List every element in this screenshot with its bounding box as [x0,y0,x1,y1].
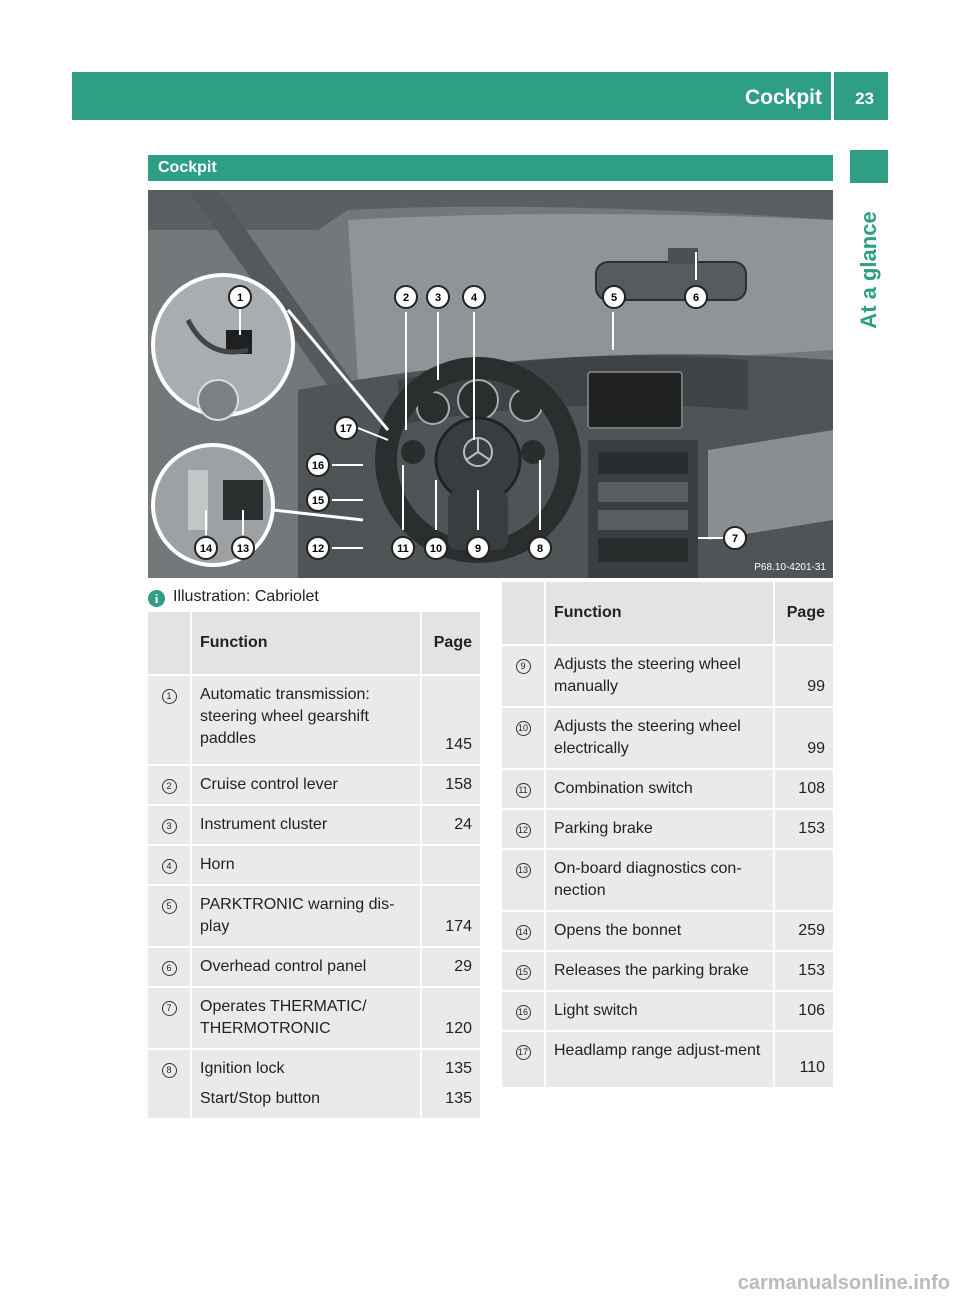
function-text: PARKTRONIC warning dis-play [191,885,421,947]
svg-text:7: 7 [731,533,739,545]
info-icon: i [148,590,165,607]
function-text: Overhead control panel [191,947,421,987]
svg-text:1: 1 [236,292,244,304]
item-number: 5 [162,899,177,914]
side-tab-label: At a glance [856,211,881,329]
function-text: Adjusts the steering wheel manually [545,645,774,707]
item-number: 6 [162,961,177,976]
function-text: Adjusts the steering wheel electrically [545,707,774,769]
table-row [502,849,833,911]
item-number: 1 [162,689,177,704]
page-ref: 135 [421,1088,480,1118]
table-row [148,845,480,885]
svg-text:9: 9 [474,543,482,555]
section-title: Cockpit [158,159,217,176]
callout-7 [724,527,746,549]
function-text: Light switch [545,991,774,1031]
svg-text:2: 2 [402,292,410,304]
callout-9 [467,537,489,559]
callout-12 [307,537,329,559]
function-table-right [502,582,833,1087]
item-number: 17 [516,1045,531,1060]
page-header [72,72,888,120]
page-ref: 29 [421,947,480,987]
page-ref: 158 [421,765,480,805]
function-text: Headlamp range adjust-ment [545,1031,774,1087]
cockpit-drawing [148,190,833,578]
table-row [502,1031,833,1087]
table-row [502,645,833,707]
col-function: Function [545,582,774,645]
callout-13 [232,537,254,559]
col-function: Function [191,612,421,675]
function-text: Start/Stop button [191,1088,421,1118]
table-row [502,951,833,991]
item-number [148,1088,191,1118]
col-number [148,612,191,675]
function-text: Automatic transmission: steering wheel gearshift paddles [191,675,421,765]
svg-text:14: 14 [199,543,213,555]
function-text: Cruise control lever [191,765,421,805]
page-ref: 135 [421,1049,480,1088]
page-ref [421,845,480,885]
page-ref: 24 [421,805,480,845]
page-ref: 99 [774,707,833,769]
item-number: 7 [162,1001,177,1016]
col-number [502,582,545,645]
item-number: 14 [516,925,531,940]
callout-1 [229,286,251,308]
cockpit-illustration [148,190,833,578]
page-ref [774,849,833,911]
illustration-caption [148,588,319,607]
item-number: 12 [516,823,531,838]
page-ref: 99 [774,645,833,707]
svg-text:6: 6 [692,292,700,304]
table-row [148,1049,480,1088]
page-ref: 153 [774,809,833,849]
table-row [148,1088,480,1118]
callout-4 [463,286,485,308]
callout-8 [529,537,551,559]
function-text: Releases the parking brake [545,951,774,991]
table-row [148,947,480,987]
section-header [148,155,833,181]
callout-11 [392,537,414,559]
watermark[interactable]: carmanualsonline.info [737,1272,950,1294]
item-number: 3 [162,819,177,834]
table-row [148,885,480,947]
function-text: Ignition lock [191,1049,421,1088]
page-ref: 110 [774,1031,833,1087]
svg-text:16: 16 [311,460,325,472]
item-number: 11 [516,783,531,798]
function-text: Operates THERMATIC/ THERMOTRONIC [191,987,421,1049]
item-number: 15 [516,965,531,980]
item-number: 16 [516,1005,531,1020]
header-title: Cockpit [744,86,822,109]
svg-text:8: 8 [536,543,544,555]
col-page: Page [421,612,480,675]
table-row [148,765,480,805]
item-number: 13 [516,863,531,878]
table-row [502,769,833,809]
callout-16 [307,454,329,476]
item-number: 2 [162,779,177,794]
page-number: 23 [855,89,874,108]
callout-5 [603,286,625,308]
page-ref: 120 [421,987,480,1049]
side-tab [839,195,899,345]
header-divider [831,72,834,120]
table-row [502,809,833,849]
callout-14 [195,537,217,559]
callout-17 [335,417,357,439]
page-ref: 174 [421,885,480,947]
callout-15 [307,489,329,511]
table-row [148,987,480,1049]
item-number: 9 [516,659,531,674]
page-ref: 259 [774,911,833,951]
col-page: Page [774,582,833,645]
function-table-left [148,612,480,1118]
caption-text: Illustration: Cabriolet [173,588,319,605]
function-text: On-board diagnostics con-nection [545,849,774,911]
item-number: 10 [516,721,531,736]
page-ref: 153 [774,951,833,991]
svg-text:15: 15 [311,495,325,507]
page-ref: 145 [421,675,480,765]
table-row [148,805,480,845]
svg-text:17: 17 [339,423,353,435]
svg-text:4: 4 [470,292,478,304]
svg-text:5: 5 [610,292,618,304]
table-row [148,675,480,765]
svg-text:12: 12 [311,543,325,555]
page-ref: 106 [774,991,833,1031]
function-text: Parking brake [545,809,774,849]
side-tab-marker [850,150,888,183]
table-row [502,911,833,951]
svg-text:10: 10 [429,543,443,555]
table-row [502,991,833,1031]
table-row [502,707,833,769]
svg-text:11: 11 [397,543,409,555]
function-text: Instrument cluster [191,805,421,845]
callout-6 [685,286,707,308]
callout-2 [395,286,417,308]
svg-text:13: 13 [236,543,250,555]
function-text: Horn [191,845,421,885]
function-text: Combination switch [545,769,774,809]
function-text: Opens the bonnet [545,911,774,951]
item-number: 4 [162,859,177,874]
svg-text:3: 3 [434,292,442,304]
illustration-code: P68.10-4201-31 [754,562,826,573]
page-ref: 108 [774,769,833,809]
item-number: 8 [162,1063,177,1078]
callout-10 [425,537,447,559]
callout-3 [427,286,449,308]
